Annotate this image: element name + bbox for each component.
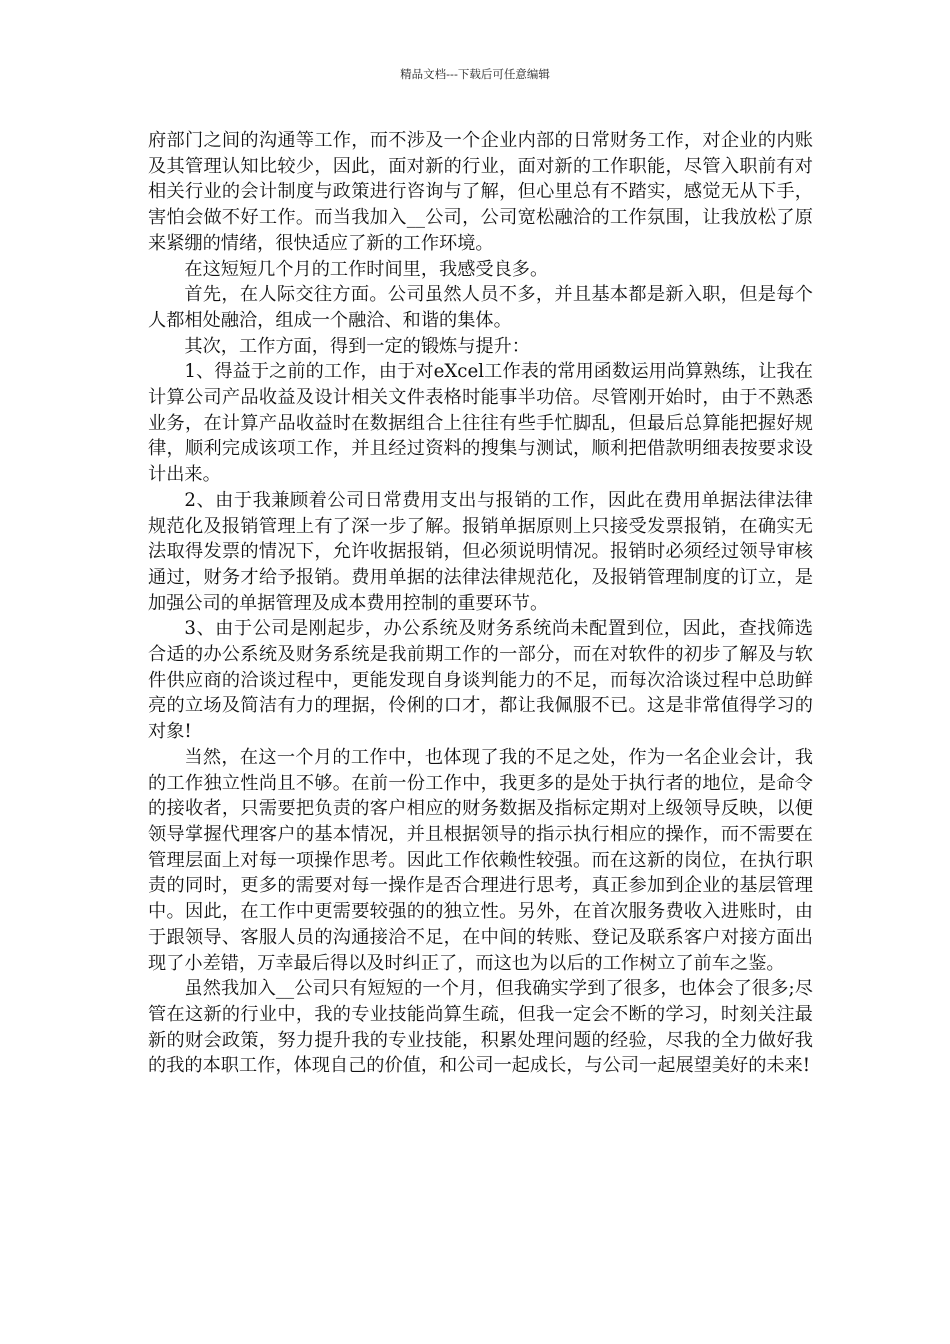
- page-header: 精品文档---下载后可任意编辑: [400, 67, 550, 81]
- paragraph-8: 当然，在这一个月的工作中，也体现了我的不足之处，作为一名企业会计，我的工作独立性尚且不够。在前一份工作中，我更多的是处于执行者的地位，是命令的接收者，只需要把负责的客户相应的财务数据及指标定期对上级领导反映，以便领导掌握代理客户的基本情况，并且根据领导的指示执行相应的操作，而不需要在管理层面上对每一项操作思考。因此工作依赖性较强。而在这新的岗位，在执行职责的同时，更多的需要对每一操作是否合理进行思考，真正参加到企业的基层管理中。因此，在工作中更需要较强的的独立性。另外，在首次服务费收入进账时，由于跟领导、客服人员的沟通接洽不足，在中间的转账、登记及联系客户对接方面出现了小差错，万幸最后得以及时纠正了，而这也为以后的工作树立了前车之鉴。: [148, 746, 813, 974]
- paragraph-3: 首先，在人际交往方面。公司虽然人员不多，并且基本都是新入职，但是每个人都相处融洽，组成一个融洽、和谐的集体。: [148, 284, 813, 331]
- document-body: [148, 128, 813, 1079]
- paragraph-7: 3、由于公司是刚起步，办公系统及财务系统尚未配置到位，因此，查找筛选合适的办公系统及财务系统是我前期工作的一部分，而在对软件的初步了解及与软件供应商的洽谈过程中，更能发现自身谈判能力的不足，而每次洽谈过程中总助鲜亮的立场及简洁有力的理据，伶俐的口才，都让我佩服不已。这是非常值得学习的对象!: [148, 618, 813, 743]
- paragraph-4: 其次，工作方面，得到一定的锻炼与提升：: [184, 335, 530, 357]
- paragraph-6: 2、由于我兼顾着公司日常费用支出与报销的工作，因此在费用单据法律法律规范化及报销管理上有了深一步了解。报销单据原则上只接受发票报销，在确实无法取得发票的情况下，允许收据报销，但必须说明情况。报销时必须经过领导审核通过，财务才给予报销。费用单据的法律法律规范化，及报销管理制度的订立，是加强公司的单据管理及成本费用控制的重要环节。: [148, 489, 813, 614]
- paragraph-1: 府部门之间的沟通等工作，而不涉及一个企业内部的日常财务工作，对企业的内账及其管理认知比较少，因此，面对新的行业，面对新的工作职能，尽管入职前有对相关行业的会计制度与政策进行咨询与了解，但心里总有不踏实，感觉无从下手，害怕会做不好工作。而当我加入__公司，公司宽松融洽的工作氛围，让我放松了原来紧绷的情绪，很快适应了新的工作环境。: [148, 130, 813, 254]
- paragraph-5: 1、得益于之前的工作，由于对eXcel工作表的常用函数运用尚算熟练，让我在计算公司产品收益及设计相关文件表格时能事半功倍。尽管刚开始时，由于不熟悉业务，在计算产品收益时在数据组合上往往有些手忙脚乱，但最后总算能把握好规律，顺利完成该项工作，并且经过资料的搜集与测试，顺利把借款明细表按要求设计出来。: [148, 361, 813, 486]
- paragraph-2: 在这短短几个月的工作时间里，我感受良多。: [184, 258, 549, 280]
- paragraph-9: 虽然我加入__公司只有短短的一个月，但我确实学到了很多，也体会了很多;尽管在这新的行业中，我的专业技能尚算生疏，但我一定会不断的学习，时刻关注最新的财会政策，努力提升我的专业技能，积累处理问题的经验，尽我的全力做好我的我的本职工作，体现自己的价值，和公司一起成长，与公司一起展望美好的未来!: [148, 978, 813, 1077]
